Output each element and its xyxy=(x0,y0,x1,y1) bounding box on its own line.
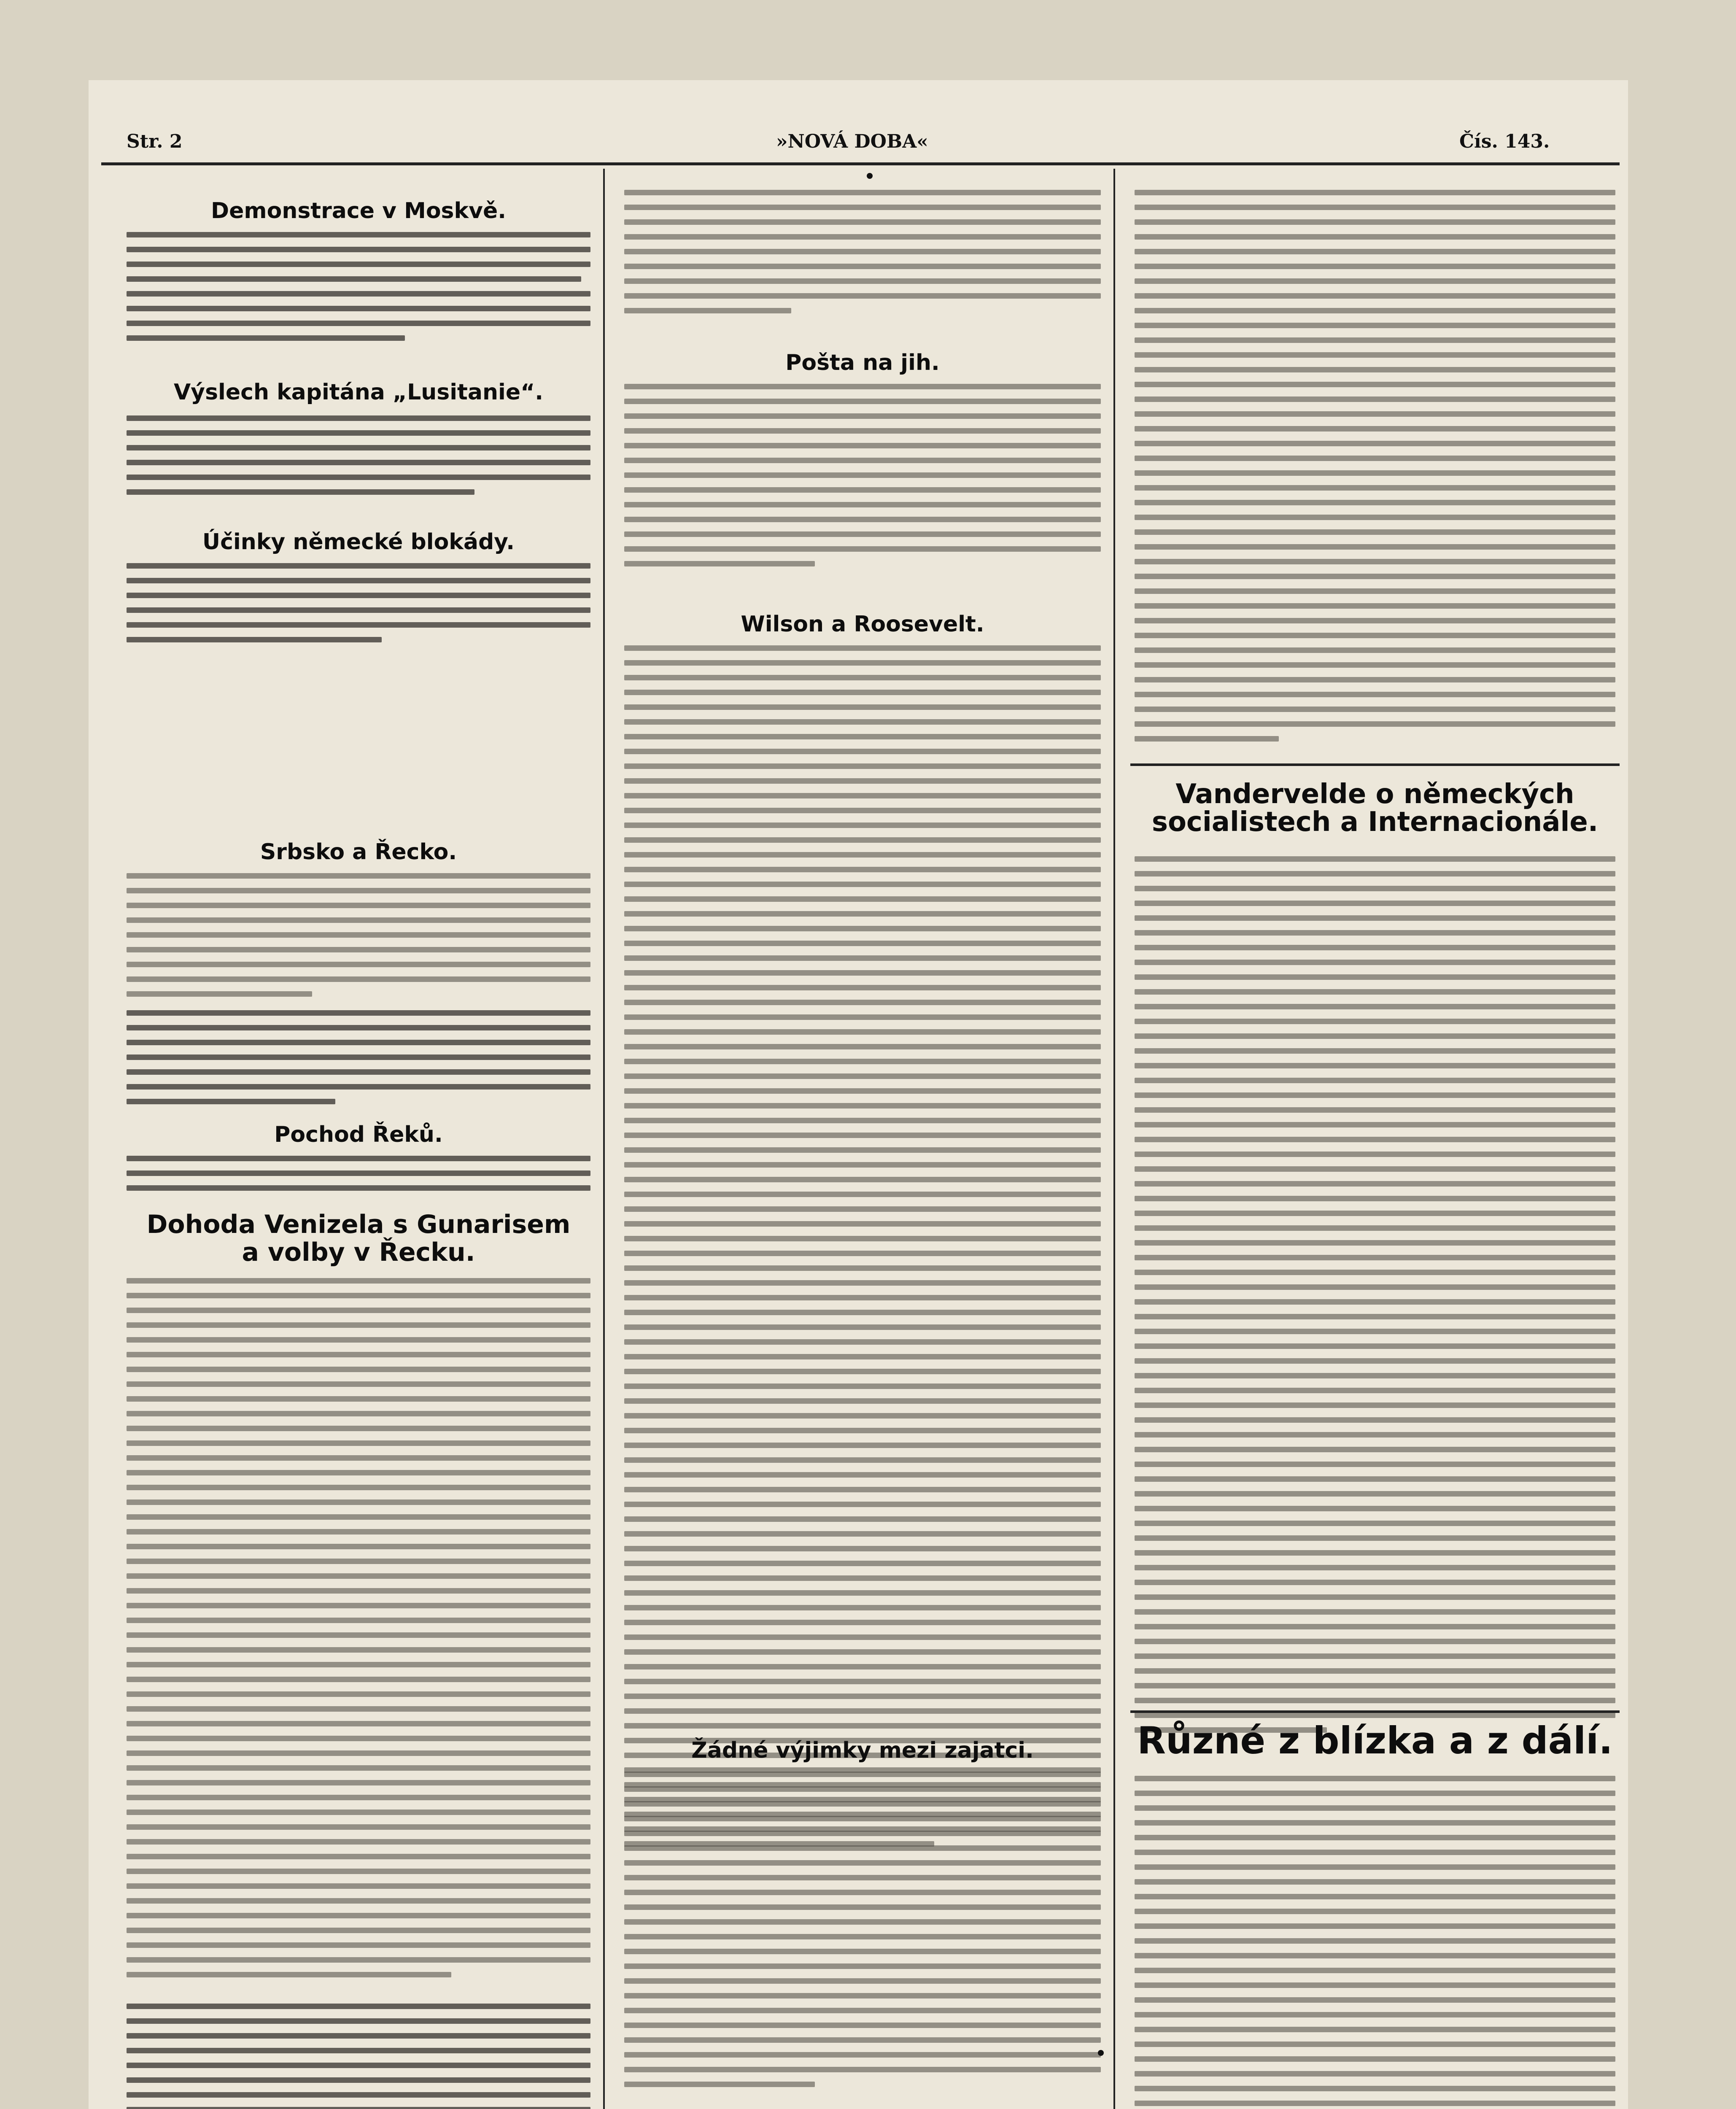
headline: Demonstrace v Moskvě. xyxy=(210,198,507,224)
headline: Žádné výjimky mezi zajatci. xyxy=(691,1738,1034,1763)
column-divider xyxy=(1113,169,1115,2109)
issue-number: Čís. 143. xyxy=(1459,131,1550,152)
headline: Výslech kapitána „Lusitanie“. xyxy=(173,380,544,405)
article-body xyxy=(1135,1776,1615,2109)
headline: Srbsko a Řecko. xyxy=(260,839,457,865)
headline: Wilson a Roosevelt. xyxy=(741,612,984,637)
headline: Vandervelde o německých socialistech a Internacionále. xyxy=(1151,779,1599,838)
section-rule xyxy=(1130,1710,1620,1713)
masthead-rule xyxy=(101,162,1620,165)
headline: Různé z blízka a z dálí. xyxy=(1137,1719,1613,1762)
headline: Dohoda Venizela s Gunarisem a volby v Řecku. xyxy=(146,1210,571,1267)
article-body xyxy=(624,645,1101,1856)
article-body xyxy=(127,2004,590,2109)
section-rule xyxy=(1130,763,1620,766)
headline: Pochod Řeků. xyxy=(274,1122,443,1147)
article-body xyxy=(624,1772,1101,2096)
article-body xyxy=(127,415,590,504)
masthead xyxy=(110,131,1611,160)
headline: Pošta na jih. xyxy=(785,350,940,375)
article-body xyxy=(127,1278,590,1987)
newspaper-title: »NOVÁ DOBA« xyxy=(776,131,928,152)
headline: Účinky německé blokády. xyxy=(202,529,515,555)
article-body xyxy=(624,190,1101,323)
article-body xyxy=(624,384,1101,576)
article-body xyxy=(127,232,590,350)
article-body xyxy=(127,1010,590,1114)
ornament-dot xyxy=(867,173,873,179)
article-body xyxy=(1135,190,1615,751)
column-divider xyxy=(603,169,605,2109)
article-body xyxy=(1135,856,1615,1742)
article-body xyxy=(127,1156,590,1200)
page-number: Str. 2 xyxy=(127,131,183,152)
ornament-dot xyxy=(1098,2050,1104,2056)
article-body xyxy=(127,873,590,1006)
article-body xyxy=(127,563,590,652)
